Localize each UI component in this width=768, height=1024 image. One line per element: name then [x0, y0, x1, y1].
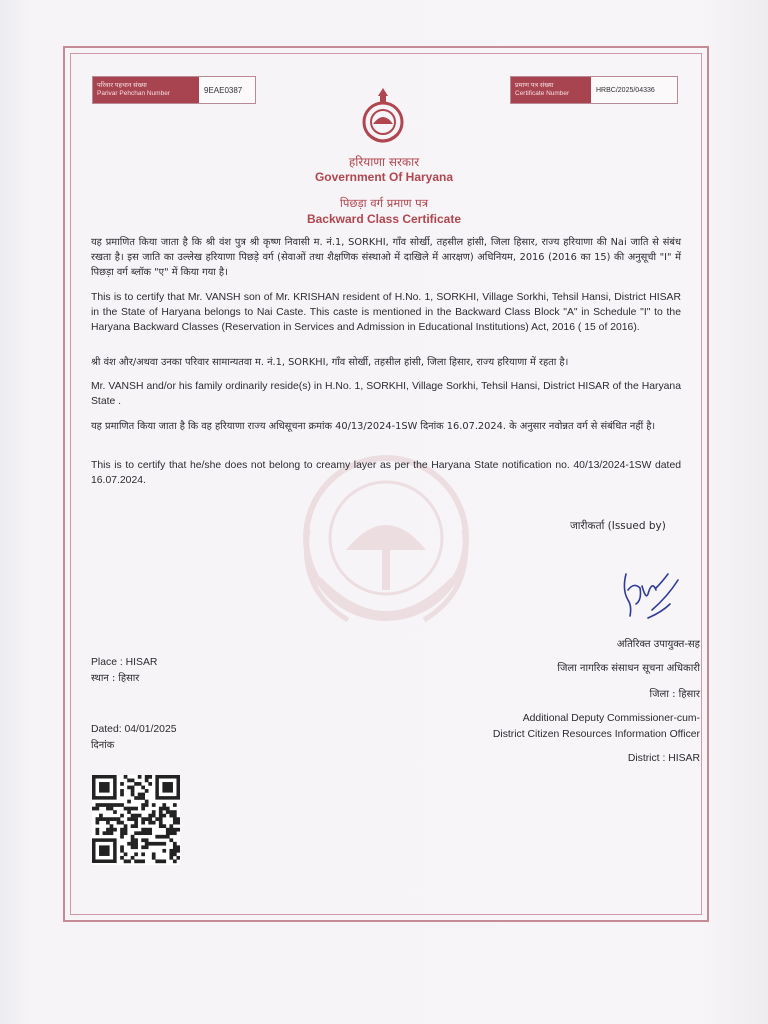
haryana-emblem-icon: [360, 86, 406, 146]
place-en: Place : HISAR: [91, 657, 158, 668]
paragraph-2-en: Mr. VANSH and/or his family ordinarily reside(s) in H.No. 1, SORKHI, Village Sorkhi, Tehsil Hansi, District HISAR of the Haryana State .: [91, 381, 681, 407]
gov-title-hi: हरियाणा सरकार: [348, 155, 420, 169]
cert-label-hi: प्रमाण पत्र संख्या: [515, 82, 554, 89]
dated-hi: दिनांक: [91, 740, 115, 751]
certificate-title-en: Backward Class Certificate: [306, 212, 462, 226]
paragraph-3-en: This is to certify that he/she does not belong to creamy layer as per the Haryana State notification no. 40/13/2024-1SW dated 16.07.2024.: [91, 460, 681, 486]
officer-title-en-2: District Citizen Resources Information Officer: [492, 729, 700, 740]
officer-title-en-1: Additional Deputy Commissioner-cum-: [522, 713, 700, 724]
parivar-pehchan-number: 9EAE0387: [204, 85, 243, 95]
officer-title-hi-2: जिला नागरिक संसाधन सूचना अधिकारी: [557, 663, 700, 674]
parivar-pehchan-label: [93, 77, 199, 103]
signature: [612, 560, 684, 630]
paragraph-3-hi: यह प्रमाणित किया जाता है कि वह हरियाणा राज्य अधिसूचना क्रमांक 40/13/2024-1SW दिनांक 16.07.2024. के अनुसार नवोन्नत वर्ग से संबंधित नहीं है।: [91, 421, 656, 432]
certificate-number-box: [510, 76, 678, 104]
parivar-label-hi: परिवार पहचान संख्या: [97, 82, 147, 89]
district-hi: जिला : हिसार: [649, 689, 700, 700]
officer-title-hi-1: अतिरिक्त उपायुक्त-सह: [616, 639, 700, 650]
place-hi: स्थान : हिसार: [91, 673, 140, 684]
issued-by-label: जारीकर्ता (Issued by): [570, 520, 666, 532]
dated-en: Dated: 04/01/2025: [91, 724, 177, 735]
paragraph-1-hi: यह प्रमाणित किया जाता है कि श्री वंश पुत्र श्री कृष्ण निवासी म. नं.1, SORKHI, गाँव सोर्खी, तहसील हांसी, जिला हिसार, राज्य हरियाणा की Nai जाति से संबंध रखता है। इस जाति का उल्लेख हरियाणा पिछड़े वर्ग (सेवाओं तथा शैक्षणिक संस्थाओ में दाखिले में आरक्षण) अधिनियम, 2016 (2016 का 15) की अनुसूची "I" में पिछड़ा वर्ग ब्लॉक "ए" में किया गया है।: [91, 237, 681, 278]
parivar-label-en: Parivar Pehchan Number: [97, 90, 170, 97]
certificate-number: HRBC/2025/04336: [596, 86, 655, 94]
qr-code: [92, 775, 180, 865]
paragraph-1-en: This is to certify that Mr. VANSH son of Mr. KRISHAN resident of H.No. 1, SORKHI, Village Sorkhi, Tehsil Hansi, District HISAR in the State of Haryana belongs to Nai Caste. This caste is mentioned in the Backward Class Block "A" in Schedule "I" to the Haryana Backward Classes (Reservation in Services and Admission in Educational Institutions) Act, 2016 ( 15 of 2016).: [91, 292, 681, 333]
certificate-number-label: [511, 77, 591, 103]
district-en: District : HISAR: [627, 753, 700, 764]
cert-label-en: Certificate Number: [515, 90, 570, 97]
parivar-pehchan-box: [92, 76, 256, 104]
gov-title-en: Government Of Haryana: [314, 170, 454, 184]
paragraph-2-hi: श्री वंश और/अथवा उनका परिवार सामान्यतवा म. नं.1, SORKHI, गाँव सोर्खी, तहसील हांसी, जिला हिसार, राज्य हरियाणा में रहता है।: [91, 357, 569, 368]
certificate-title-hi: पिछड़ा वर्ग प्रमाण पत्र: [339, 196, 429, 210]
